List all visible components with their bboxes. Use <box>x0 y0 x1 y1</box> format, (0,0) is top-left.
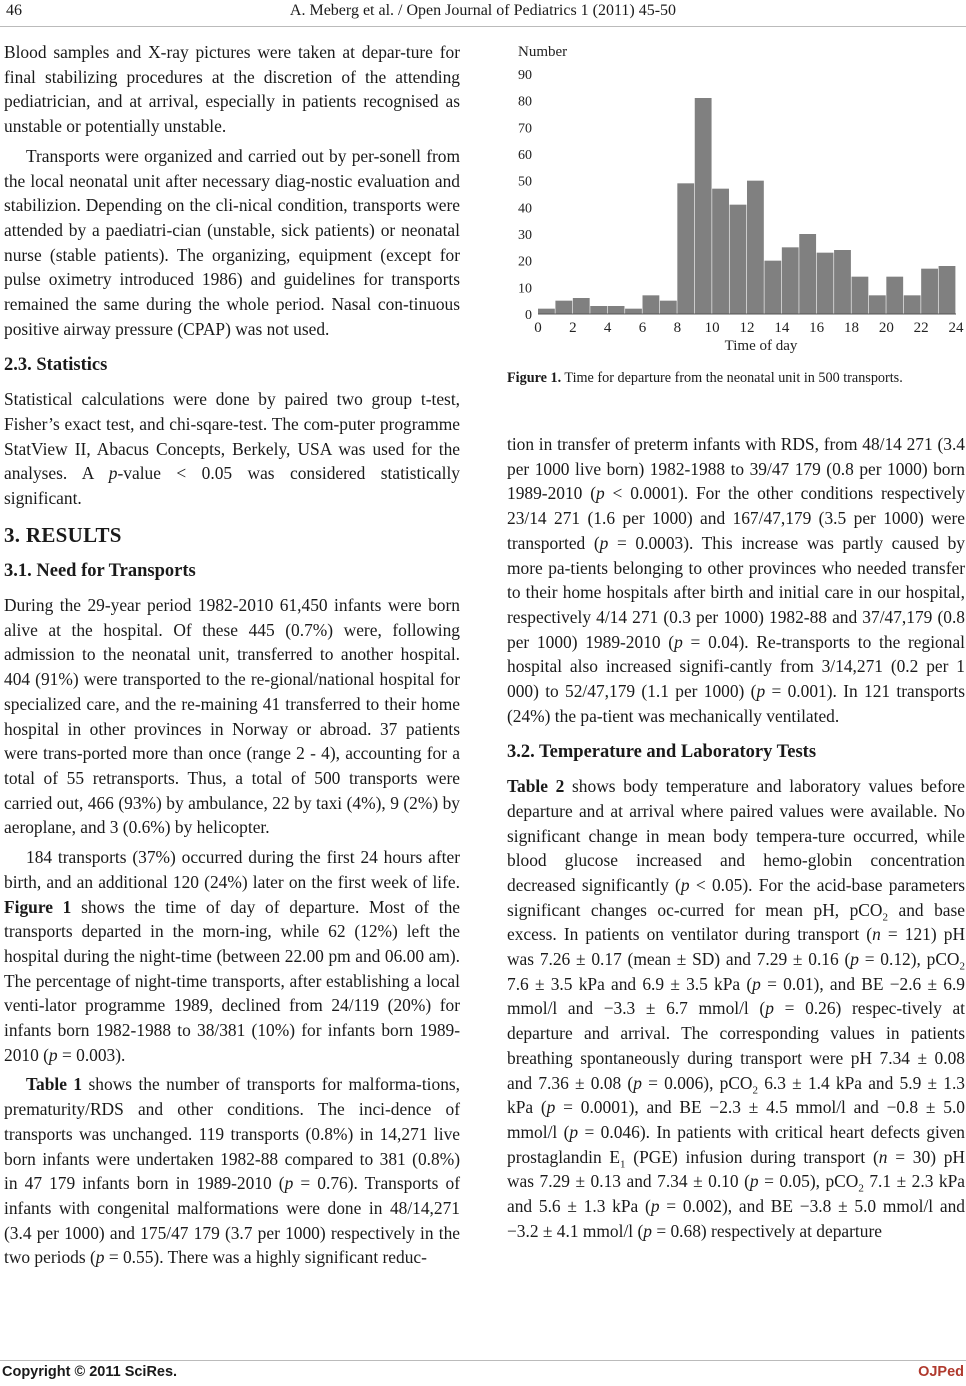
bar <box>939 266 956 314</box>
journal-abbrev: OJPed <box>918 1364 964 1380</box>
y-tick-label: 50 <box>518 174 532 190</box>
x-tick-label: 6 <box>638 320 647 336</box>
bar <box>764 261 781 314</box>
y-tick-label: 0 <box>525 308 532 323</box>
bar <box>799 234 816 314</box>
table-reference[interactable]: Table 2 <box>507 776 565 797</box>
bar <box>904 295 921 314</box>
figure-caption: Figure 1. Time for departure from the neonatal unit in 500 transports. <box>507 370 903 386</box>
bar <box>817 253 834 314</box>
paragraph: tion in transfer of preterm infants with RDS, from 48/14 271 (3.4 per 1000 live born) 1982-1988 to 39/47 179 (0.8 per 1000) born 1989-2010 (p < 0.0001). For the other conditions respectively 23/14 271 (1.6 per 1000) and 167/47,179 (3.5 per 1000) were transported (p = 0.0003). This increase was partly caused by more pa-tients belonging to other provinces who needed transfer to their home hospitals after birth and initial care in our hospital, respectively 4/14 271 (0.3 per 1000) 1982-88 and 37/47,179 (0.8 per 1000) 1989-2010 (p = 0.04). Re-transports to the regional hospital also increased signifi-cantly from 3/14,271 (0.2 per 1 000) to 52/47,179 (1.1 per 1000) (p = 0.001). In 121 transports (24%) the pa-tient was mechanically ventilated. <box>507 434 965 726</box>
section-heading-need-for-transports: 3.1. Need for Transports <box>4 561 196 582</box>
x-tick-label: 20 <box>878 320 894 336</box>
x-axis-label: Time of day <box>724 338 798 354</box>
bar <box>695 98 712 314</box>
bar <box>555 301 572 314</box>
paragraph: During the 29-year period 1982-2010 61,450 infants were born alive at the hospital. Of these 445 (0.7%) were, following admission to the neonatal unit, transferred to another hospital. 404 (91%) were transported to the re-gional/national hospital for specialized care, and the re-maining 41 transferred to their home hospital in other provinces in Norway or abroad. 37 patients were trans-ported more than once (range 2 - 4), accounting for a total of 55 retransports. Thus, a total of 500 transports were carried out, 466 (93%) by ambulance, 22 by taxi (4%), 9 (2%) by aeroplane, and 3 (0.6%) by helicopter. <box>4 595 460 838</box>
x-tick-label: 2 <box>569 320 577 336</box>
bar <box>677 183 694 314</box>
paragraph: Blood samples and X-ray pictures were taken at depar-ture for final stabilizing procedures at the discretion of the attending pediatrician, and at arrival, especially in patients recognised as unstable or potentially unstable. <box>4 42 460 137</box>
y-axis-label: Number <box>518 44 568 60</box>
bar <box>730 205 747 314</box>
x-tick-label: 22 <box>913 320 929 336</box>
paragraph: Statistical calculations were done by paired two group t-test, Fisher’s exact test, and chi-sqare-test. The com-puter programme StatView II, Abacus Concepts, Berkely, USA was used for the analyses. A p-value < 0.05 was considered statistically significant. <box>4 389 460 508</box>
y-tick-label: 30 <box>518 228 532 243</box>
x-tick-label: 0 <box>534 320 542 336</box>
bar <box>852 277 869 314</box>
bar <box>782 247 799 314</box>
bar <box>712 189 729 314</box>
table-reference[interactable]: Table 1 <box>26 1074 83 1095</box>
bar <box>625 309 642 314</box>
section-heading-results: 3. RESULTS <box>4 522 122 547</box>
bar <box>886 277 903 314</box>
y-tick-label: 90 <box>518 68 532 83</box>
y-tick-label: 10 <box>518 281 532 297</box>
bar <box>660 301 677 314</box>
x-tick-label: 24 <box>948 320 964 336</box>
x-tick-label: 14 <box>774 320 790 336</box>
paragraph: 184 transports (37%) occurred during the first 24 hours after birth, and an additional 120 (24%) later on the first week of life. Figure 1 shows the time of day of departure. Most of the transports departed in the morn-ing, while 62 (12%) left the hospital during the night-time (between 22.00 pm and 06.00 am). The percentage of night-time transports, after establishing a local venti-lator programme 1989, declined from 24/119 (20%) for infants born 1982-1988 to 38/381 (10%) for infants born 1989-2010 (p = 0.003). <box>4 847 460 1065</box>
bar <box>538 309 555 314</box>
left-column <box>4 40 460 1275</box>
y-tick-label: 60 <box>518 148 532 163</box>
section-heading-temperature: 3.2. Temperature and Laboratory Tests <box>507 742 817 763</box>
header-rule <box>0 26 966 27</box>
x-tick-label: 8 <box>673 320 682 336</box>
x-tick-label: 18 <box>844 320 859 336</box>
right-column <box>507 432 965 1249</box>
running-title: A. Meberg et al. / Open Journal of Pediatrics 1 (2011) 45-50 <box>289 2 677 19</box>
y-tick-label: 40 <box>518 201 532 217</box>
x-tick-label: 10 <box>704 320 720 336</box>
figure-1-bar-chart <box>500 34 966 360</box>
bar <box>608 306 625 314</box>
x-tick-label: 12 <box>739 320 755 336</box>
x-tick-label: 4 <box>603 320 612 336</box>
bar <box>921 269 938 314</box>
bar <box>573 298 590 314</box>
y-tick-label: 80 <box>518 94 532 110</box>
x-tick-label: 16 <box>809 320 825 336</box>
section-heading-statistics: 2.3. Statistics <box>4 355 108 376</box>
paragraph: Transports were organized and carried out by per-sonell from the local neonatal unit after necessary diag-nostic evaluation and stabilizion. Depending on the cli-nical condition, transports were attended by a paediatri-cian (unstable, sick patients) or neonatal nurse (stable patients). The organizing, equipment (except for pulse oximetry introduced 1986) and guidelines for transports remained the same during the whole period. Nasal con-tinuous positive airway pressure (CPAP) was not used. <box>4 145 460 339</box>
bar <box>834 250 851 314</box>
figure-reference[interactable]: Figure 1 <box>4 896 72 917</box>
page-number: 46 <box>6 2 22 19</box>
y-tick-label: 20 <box>518 254 532 270</box>
bar <box>590 306 607 314</box>
bar <box>747 181 764 314</box>
paragraph: Table 2 shows body temperature and laboratory values before departure and at arrival where paired values were available. No significant change in mean body tempera-ture occurred, while blood glucose increased and hemo-globin concentration decreased significantly (p < 0.05). For the acid-base parameters significant changes oc-curred for mean pH, pCO$_2$ and base excess. In patients on ventilator during transport (n = 121) pH was 7.26 ± 0.17 (mean ± SD) and 7.29 ± 0.16 (p = 0.12), pCO$_2$ 7.6 ± 3.5 kPa and 6.9 ± 3.5 kPa (p = 0.01), and BE −2.6 ± 6.9 mmol/l and −3.3 ± 6.7 mmol/l (p = 0.26) respec-tively at departure and arrival. The corresponding values in patients breathing spontaneously during transport were pH 7.34 ± 0.08 and 7.36 ± 0.08 (p = 0.006), pCO$_2$ 6.3 ± 1.4 kPa and 5.9 ± 1.3 kPa (p = 0.0001), and BE −2.3 ± 4.5 mmol/l and −0.8 ± 5.0 mmol/l (p = 0.046). In patients with critical heart defects given prostaglandin $E_1$ (PGE) infusion during transport (n = 30) pH was 7.29 ± 0.13 and 7.34 ± 0.10 (p = 0.05), pCO$_2$ 7.1 ± 2.3 kPa and 5.6 ± 1.3 kPa (p = 0.002), and BE −3.8 ± 5.0 mmol/l and −3.2 ± 4.1 mmol/l (p = 0.68) respectively at departure <box>507 776 966 1241</box>
copyright: Copyright © 2011 SciRes. <box>2 1364 178 1380</box>
bar <box>643 295 660 314</box>
paragraph: Table 1 shows the number of transports for malforma-tions, prematurity/RDS and other conditions. The inci-dence of transports was unchanged. 119 transports (0.8%) in 14,271 live born infants were undertaken 1982-88 compared to 381 (0.8%) in 47 179 infants born in 1989-2010 (p = 0.76). Transports of infants with congenital malformations were done in 48/14,271 (3.4 per 1000) and 175/47 179 (3.7 per 1000) respectively in the two periods (p = 0.55). There was a highly significant reduc- <box>4 1074 461 1268</box>
bar <box>869 295 886 314</box>
y-tick-label: 70 <box>518 121 532 137</box>
footer-rule <box>0 1360 966 1361</box>
